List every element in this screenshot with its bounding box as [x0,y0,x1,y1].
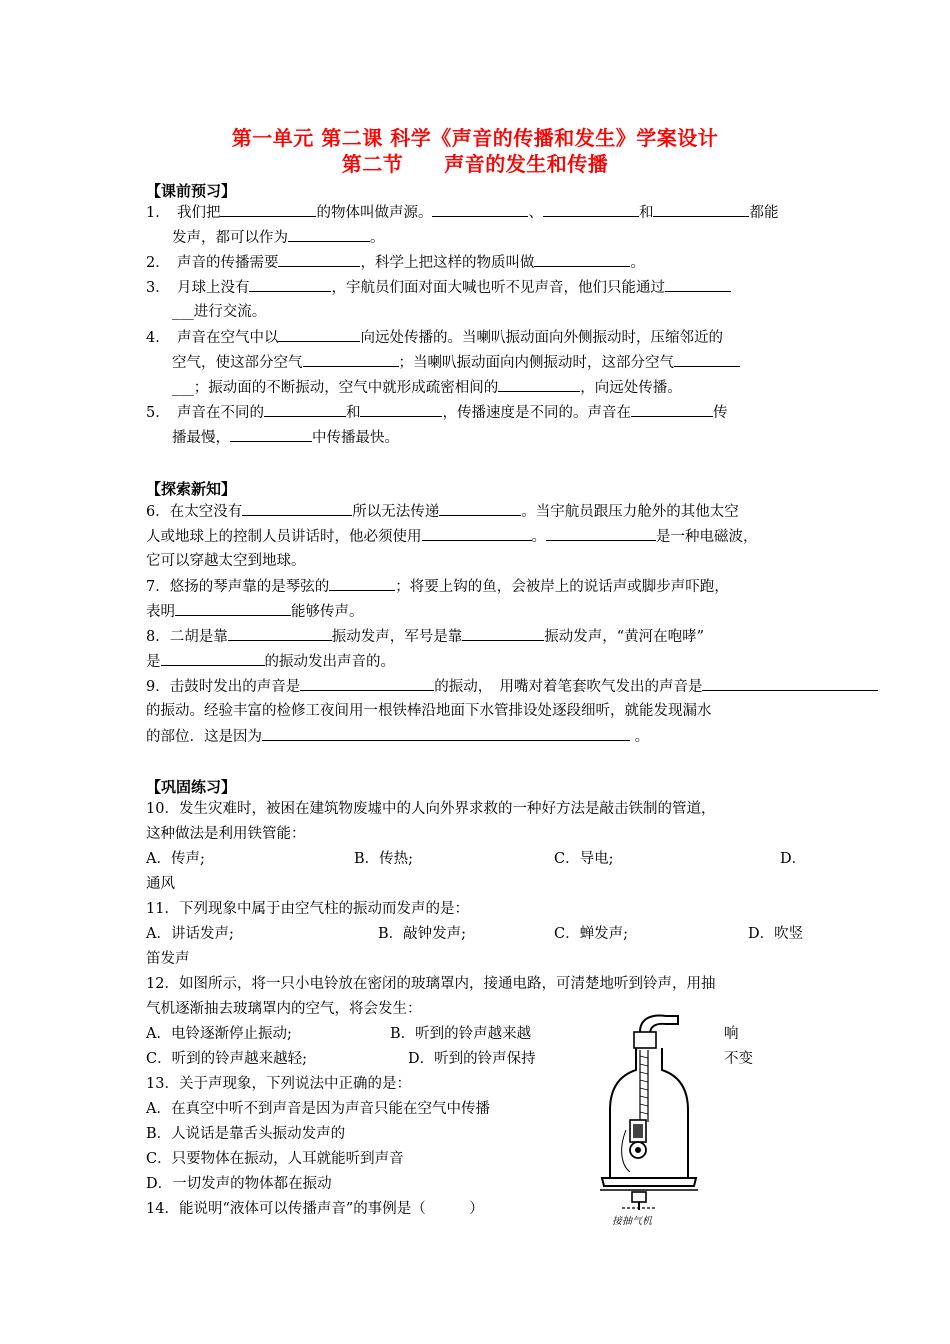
blank [288,227,370,242]
question-9-cont2: 的部位．这是因为 。 [146,726,649,747]
bell-jar-figure [596,1010,706,1228]
question-8: 8．二胡是靠 振动发声，军号是靠 振动发声，“黄河在咆哮” [146,626,704,647]
blank [543,202,639,217]
blank [230,427,312,442]
blank [264,402,346,417]
q13-option-b: B．人说话是靠舌头振动发声的 [146,1126,346,1142]
blank [278,252,360,267]
blank [262,726,630,741]
question-3: 3． 月球上没有 ，宇航员们面对面大喊也听不见声音，他们只能通过 [146,277,731,298]
blank [242,501,352,516]
q13-option-a: A．在真空中听不到声音是因为声音只能在空气中传播 [146,1101,490,1117]
q12-option-c: C．听到的铃声越来越轻; [146,1051,307,1067]
question-6-cont: 人或地球上的控制人员讲话时，他必须使用 。 是一种电磁波， [146,526,758,547]
question-4: 4． 声音在空气中以 向远处传播的。当喇叭振动面向外侧振动时，压缩邻近的 [146,327,723,348]
q12-option-b: B．听到的铃声越来越 [390,1026,532,1042]
q13-option-d: D．一切发声的物体都在振动 [146,1176,332,1192]
blank [432,202,528,217]
question-6: 6．在太空没有 所以无法传递 。当宇航员跟压力舱外的其他太空 [146,501,739,522]
bell-jar-illustration [596,1010,706,1228]
question-12: 12．如图所示，将一只小电铃放在密闭的玻璃罩内，接通电路，可清楚地听到铃声，用抽 [146,976,716,992]
figure-caption: 接抽气机 [612,1216,652,1227]
blank [665,277,731,292]
question-4-cont: 空气，使这部分空气 ；当喇叭振动面向内侧振动时，这部分空气 [172,352,740,373]
doc-title: 第一单元 第二课 科学《声音的传播和发生》学案设计 [231,126,719,150]
q10-option-c: C．导电; [554,851,614,867]
doc-subtitle: 第二节 声音的发生和传播 [341,152,609,176]
question-11: 11．下列现象中属于由空气柱的振动而发声的是： [146,901,469,917]
question-14: 14．能说明“液体可以传播声音”的事例是（ ） [146,1201,484,1217]
blank [175,601,291,616]
question-7-cont: 表明 能够传声。 [146,601,364,622]
blank [220,202,316,217]
question-12-cont: 气机逐渐抽去玻璃罩内的空气，将会发生： [146,1001,422,1017]
blank [300,676,434,691]
question-10-cont: 这种做法是利用铁管能： [146,826,306,842]
q12-option-d-tail: 不变 [724,1051,753,1067]
q13-option-c: C．只要物体在振动，人耳就能听到声音 [146,1151,404,1167]
question-10: 10．发生灾难时，被困在建筑物废墟中的人向外界求救的一种好方法是敲击铁制的管道， [146,801,716,817]
blank [422,526,532,541]
q10-option-a: A．传声; [146,851,205,867]
blank [498,377,580,392]
q11-option-c: C．蝉发声; [554,926,628,942]
blank [249,277,331,292]
blank [546,526,656,541]
q10-option-d: D． [780,851,807,867]
section-explore: 【探索新知】 [146,480,237,498]
question-4-cont2: ___；振动面的不断振动，空气中就形成疏密相间的 ，向远处传播。 [172,377,682,398]
question-5: 5． 声音在不同的 和 ，传播速度是不同的。声音在 传 [146,402,727,423]
blank [329,576,395,591]
question-2: 2． 声音的传播需要 ，科学上把这样的物质叫做 。 [146,252,645,273]
question-1-cont: 发声，都可以作为 。 [172,227,385,248]
question-13: 13．关于声现象，下列说法中正确的是： [146,1076,411,1092]
question-3-cont: ___进行交流。 [172,304,267,320]
blank [631,402,713,417]
blank [278,327,360,342]
question-8-cont: 是 的振动发出声音的。 [146,651,395,672]
question-9-cont: 的振动。经验丰富的检修工夜间用一根铁棒沿地面下水管排设处逐段细听，就能发现漏水 [146,703,712,719]
q11-option-d-tail: 笛发声 [146,951,190,967]
blank [462,626,544,641]
question-1: 1． 我们把 的物体叫做声源。 、 和 都能 [146,202,778,223]
q11-option-a: A．讲话发声; [146,926,234,942]
q10-option-b: B．传热; [354,851,414,867]
question-6-cont2: 它可以穿越太空到地球。 [146,553,306,569]
question-5-cont: 播最慢， 中传播最快。 [172,427,399,448]
blank [702,676,878,691]
q10-option-d-tail: 通风 [146,876,175,892]
blank [653,202,749,217]
q11-option-d: D．吹竖 [748,926,804,942]
question-7: 7．悠扬的琴声靠的是琴弦的 ；将要上钩的鱼，会被岸上的说话声或脚步声吓跑， [146,576,729,597]
q12-option-b-tail: 响 [724,1026,739,1042]
blank [360,402,442,417]
blank [303,352,399,367]
q12-option-a: A．电铃逐渐停止振动; [146,1026,292,1042]
q12-option-d: D．听到的铃声保持 [408,1051,536,1067]
blank [228,626,332,641]
blank [674,352,740,367]
q11-option-b: B．敲钟发声; [378,926,467,942]
question-9: 9．击鼓时发出的声音是 的振动， 用嘴对着笔套吹气发出的声音是 [146,676,878,697]
blank [161,651,265,666]
section-preview: 【课前预习】 [146,182,237,200]
section-practice: 【巩固练习】 [146,778,237,796]
blank [439,501,521,516]
blank [534,252,630,267]
